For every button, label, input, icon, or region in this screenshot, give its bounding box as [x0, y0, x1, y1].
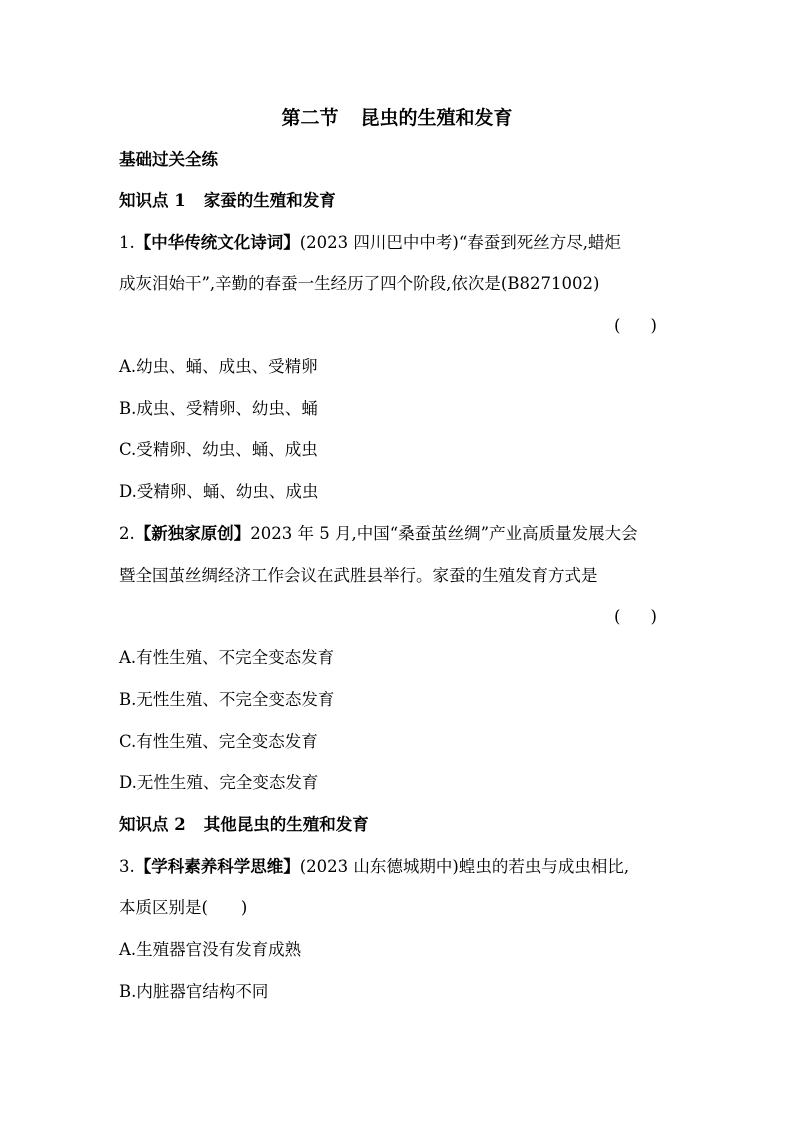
question-1-option-d: D.受精卵、蛹、幼虫、成虫 — [119, 482, 319, 501]
question-text: (2023 山东德城期中)蝗虫的若虫与成虫相比, — [299, 857, 630, 876]
question-1-line-1 — [119, 233, 621, 253]
title-section-number: 第二节 — [281, 107, 339, 129]
question-text: (2023 四川巴中中考)“春蚕到死丝方尽,蜡炬 — [299, 233, 622, 252]
question-3-option-a: A.生殖器官没有发育成熟 — [119, 940, 302, 959]
question-tag: 【中华传统文化诗词】 — [134, 233, 300, 252]
question-3-line-2: 本质区别是( ) — [119, 898, 248, 917]
question-1-option-a: A.幼虫、蛹、成虫、受精卵 — [119, 357, 318, 376]
knowledge-point-name: 其他昆虫的生殖和发育 — [203, 815, 369, 834]
question-1-line-2: 成灰泪始干”,辛勤的春蚕一生经历了四个阶段,依次是(B8271002) — [119, 274, 600, 293]
question-tag: 【新独家原创】 — [134, 524, 251, 543]
section-heading: 基础过关全练 — [119, 150, 218, 169]
knowledge-point-label: 知识点 1 — [119, 191, 186, 210]
question-number: 2. — [119, 524, 135, 543]
page-title — [0, 106, 794, 130]
question-2-line-2: 暨全国茧丝绸经济工作会议在武胜县举行。家蚕的生殖发育方式是 — [119, 566, 598, 585]
question-1-option-b: B.成虫、受精卵、幼虫、蛹 — [119, 399, 318, 418]
question-2-option-b: B.无性生殖、不完全变态发育 — [119, 690, 335, 709]
question-2-option-d: D.无性生殖、完全变态发育 — [119, 773, 319, 792]
question-number: 3. — [119, 857, 135, 876]
knowledge-point-1-heading — [119, 191, 336, 211]
question-2-option-c: C.有性生殖、完全变态发育 — [119, 732, 318, 751]
knowledge-point-name: 家蚕的生殖和发育 — [203, 191, 336, 210]
question-2-option-a: A.有性生殖、不完全变态发育 — [119, 648, 335, 667]
knowledge-point-label: 知识点 2 — [119, 815, 186, 834]
question-1-option-c: C.受精卵、幼虫、蛹、成虫 — [119, 440, 318, 459]
title-topic: 昆虫的生殖和发育 — [360, 107, 513, 129]
question-3-line-1 — [119, 857, 629, 877]
question-text: 2023 年 5 月,中国“桑蚕茧丝绸”产业高质量发展大会 — [250, 524, 638, 543]
question-number: 1. — [119, 233, 135, 252]
question-2-line-1 — [119, 524, 638, 544]
question-2-answer-blank[interactable]: ( ) — [614, 607, 657, 626]
question-1-answer-blank[interactable]: ( ) — [614, 316, 657, 335]
question-tag: 【学科素养科学思维】 — [134, 857, 300, 876]
question-3-option-b: B.内脏器官结构不同 — [119, 982, 269, 1001]
knowledge-point-2-heading — [119, 815, 369, 835]
